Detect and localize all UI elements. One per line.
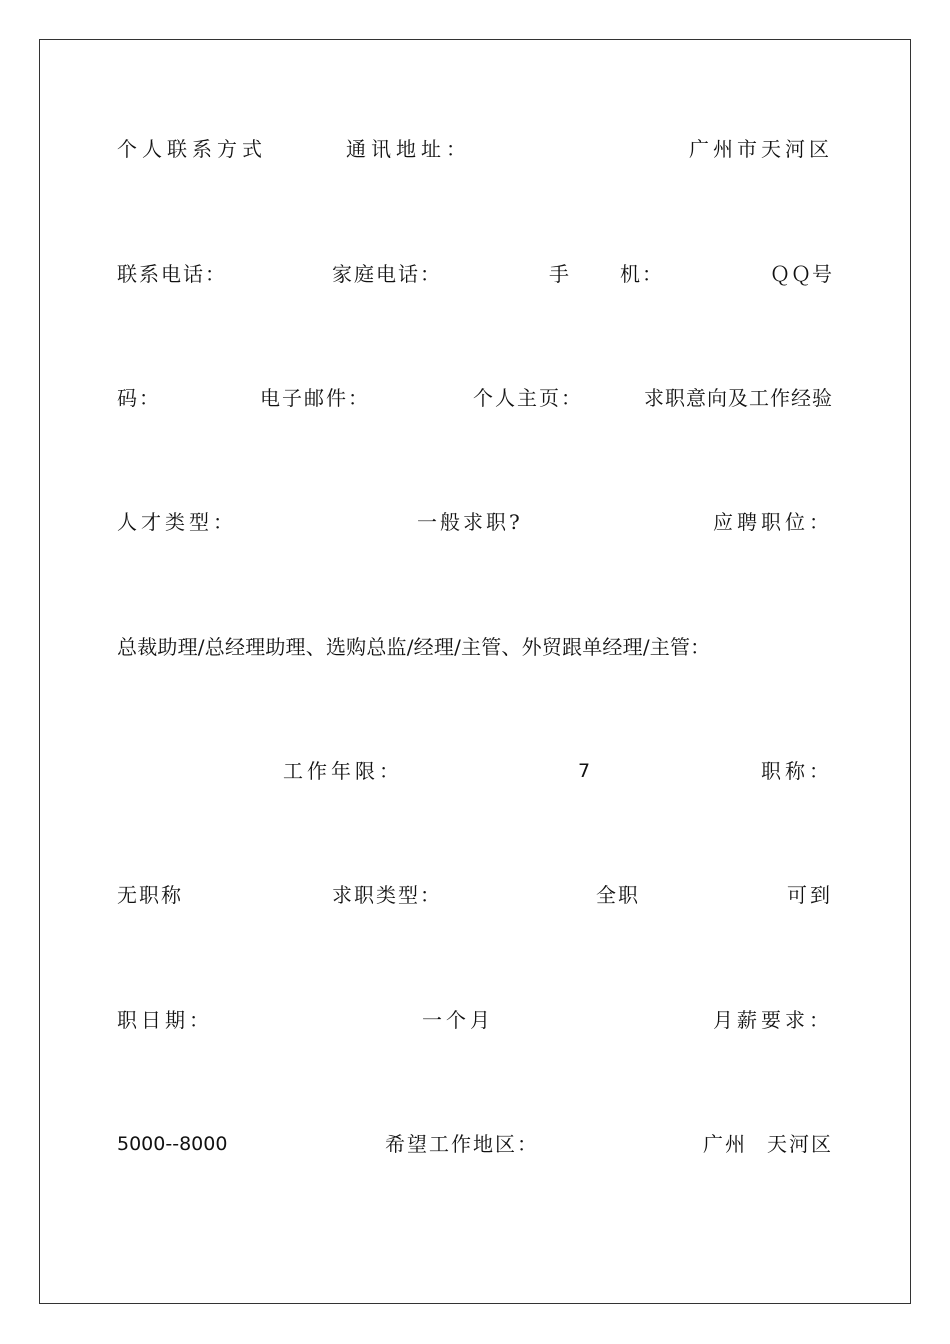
value-applied-positions: 总裁助理/总经理助理、选购总监/经理/主管、外贸跟单经理/主管： bbox=[117, 635, 711, 659]
label-qq-number: ＱＱ号 bbox=[770, 262, 833, 286]
label-job-type: 求职类型： bbox=[332, 883, 442, 907]
label-available-date-cont: 职日期： bbox=[117, 1008, 213, 1032]
label-work-years: 工作年限： bbox=[283, 759, 403, 783]
text-line-work-region bbox=[117, 1129, 833, 1159]
label-title: 职称： bbox=[761, 759, 833, 783]
value-work-years: 7 bbox=[578, 760, 591, 782]
value-talent-type: 一般求职? bbox=[417, 510, 523, 534]
label-home-phone: 家庭电话： bbox=[332, 262, 442, 286]
text-line-email bbox=[117, 383, 833, 413]
value-job-type: 全职 bbox=[596, 883, 640, 907]
value-address: 广州市天河区 bbox=[689, 137, 833, 161]
label-mobile-part1: 手 bbox=[549, 262, 569, 286]
label-talent-type: 人才类型： bbox=[117, 510, 237, 534]
text-line-talent-type bbox=[117, 507, 833, 537]
value-work-district: 天河区 bbox=[767, 1132, 833, 1156]
label-expected-salary: 月薪要求： bbox=[713, 1008, 833, 1032]
page-border bbox=[39, 39, 911, 1304]
label-applied-position: 应聘职位： bbox=[713, 510, 833, 534]
label-address: 通讯地址： bbox=[346, 137, 471, 161]
section-heading-contact: 个人联系方式 bbox=[117, 137, 267, 161]
value-title: 无职称 bbox=[117, 883, 183, 907]
value-available-date: 一个月 bbox=[422, 1008, 494, 1032]
label-available-date: 可到 bbox=[787, 883, 833, 907]
label-mobile-part2: 机： bbox=[620, 262, 664, 286]
label-homepage: 个人主页： bbox=[473, 386, 583, 410]
label-work-region: 希望工作地区： bbox=[385, 1132, 539, 1156]
text-line-phones bbox=[117, 259, 833, 289]
value-expected-salary: 5000--8000 bbox=[117, 1133, 228, 1155]
label-qq-number-cont: 码： bbox=[117, 386, 161, 410]
value-work-city: 广州 bbox=[703, 1132, 747, 1156]
label-email: 电子邮件： bbox=[260, 386, 370, 410]
label-contact-phone: 联系电话： bbox=[117, 262, 227, 286]
text-line-work-years bbox=[117, 756, 833, 786]
text-line-salary bbox=[117, 1005, 833, 1035]
text-line-job-type bbox=[117, 880, 833, 910]
section-heading-intent: 求职意向及工作经验 bbox=[644, 386, 833, 410]
text-line-positions bbox=[117, 632, 833, 662]
text-line-contact-header bbox=[117, 134, 833, 164]
